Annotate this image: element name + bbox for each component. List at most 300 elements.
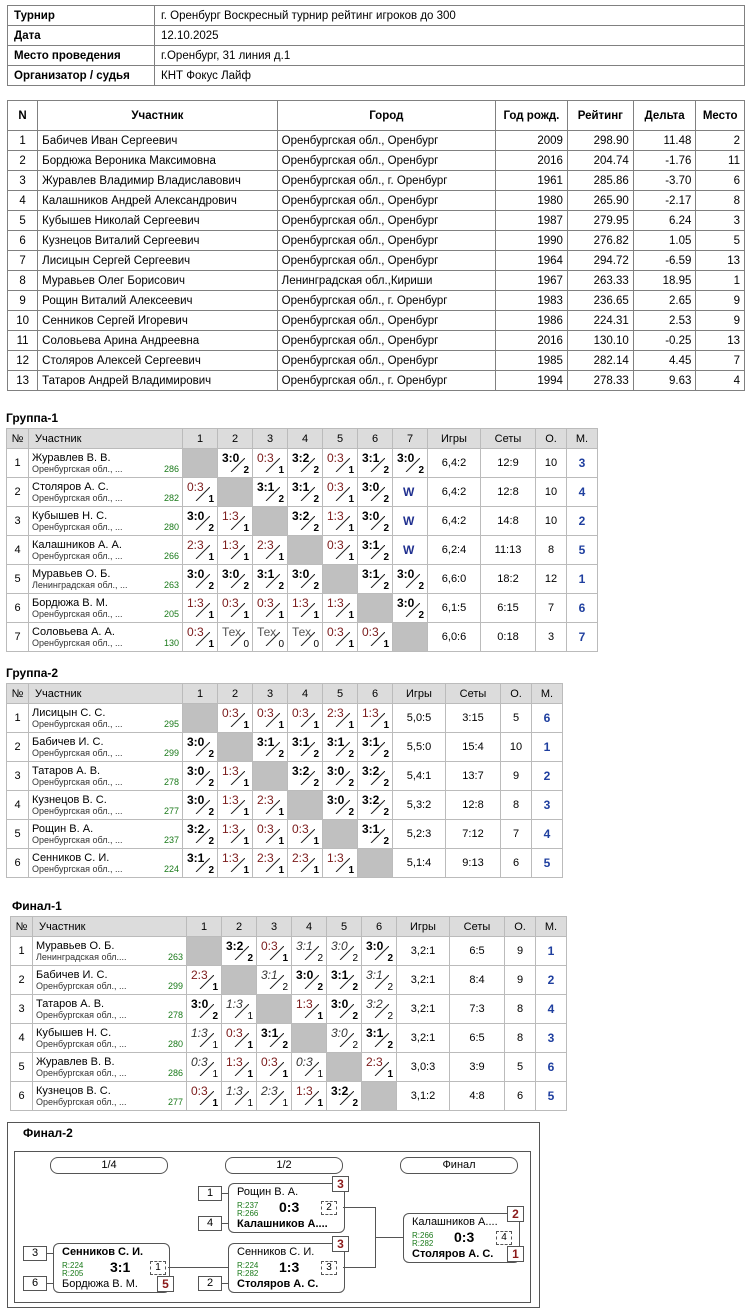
match-points: 2 bbox=[208, 749, 214, 760]
participant-name: Журавлев В. В. bbox=[32, 451, 111, 464]
final-place: 3 bbox=[696, 211, 745, 231]
match-result-cell[interactable] bbox=[288, 478, 323, 507]
match-result-cell[interactable] bbox=[327, 937, 362, 966]
group-place: 6 bbox=[532, 704, 563, 733]
match-result-cell[interactable] bbox=[362, 995, 397, 1024]
set-score: 3:0 bbox=[187, 764, 205, 778]
city-text: Ленинградская обл.... bbox=[36, 951, 127, 962]
participant-name: Журавлев Владимир Владиславович bbox=[38, 171, 278, 191]
participant-name: Рощин Виталий Алексеевич bbox=[38, 291, 278, 311]
match-result-cell[interactable] bbox=[393, 449, 428, 478]
match-qf[interactable] bbox=[53, 1243, 170, 1293]
match-result-cell[interactable] bbox=[257, 1082, 292, 1111]
group-title: Финал-1 bbox=[12, 899, 62, 913]
rating-delta: -0.25 bbox=[633, 331, 696, 351]
participant-name: Бабичев Иван Сергеевич bbox=[38, 131, 278, 151]
final-place: 5 bbox=[696, 231, 745, 251]
table-row bbox=[7, 820, 563, 849]
match-result-cell[interactable] bbox=[358, 704, 393, 733]
participant-name: Татаров А. В. bbox=[32, 764, 101, 777]
match-result-cell[interactable] bbox=[288, 449, 323, 478]
set-score: 3:0 bbox=[397, 567, 415, 581]
city-text: Оренбургская обл., ... bbox=[32, 776, 123, 787]
participant-city: Оренбургская обл., Оренбург bbox=[277, 131, 495, 151]
match-result-cell[interactable] bbox=[253, 849, 288, 878]
match-result-cell[interactable] bbox=[253, 594, 288, 623]
score bbox=[257, 1082, 291, 1110]
row-number: 10 bbox=[8, 311, 38, 331]
points-stat: 9 bbox=[501, 762, 532, 791]
set-score: 2:3 bbox=[191, 968, 208, 982]
sets-stat: 8:4 bbox=[450, 966, 505, 995]
match-result-cell[interactable] bbox=[222, 1024, 257, 1053]
row-number: 3 bbox=[7, 507, 29, 536]
match-result-cell[interactable] bbox=[327, 1082, 362, 1111]
set-score: 3:2 bbox=[331, 1084, 349, 1098]
participant-name: Бордюжа В. М. bbox=[32, 596, 108, 609]
match-result-cell[interactable] bbox=[323, 478, 358, 507]
match-result-cell[interactable] bbox=[292, 937, 327, 966]
participant-cell bbox=[33, 1082, 187, 1111]
set-score: 0:3 bbox=[292, 822, 309, 836]
match-result-cell[interactable] bbox=[253, 478, 288, 507]
score bbox=[358, 623, 392, 651]
info-label: Место проведения bbox=[8, 46, 155, 66]
rating: 294.72 bbox=[567, 251, 633, 271]
match-result-cell[interactable] bbox=[253, 733, 288, 762]
row-number: 4 bbox=[7, 791, 29, 820]
match-result-cell[interactable] bbox=[218, 507, 253, 536]
column-header: М. bbox=[567, 429, 598, 449]
points-stat: 8 bbox=[505, 995, 536, 1024]
participant-rating: 278 bbox=[167, 1009, 183, 1020]
match-result-cell[interactable] bbox=[288, 594, 323, 623]
match-result-cell[interactable] bbox=[323, 733, 358, 762]
self-cell bbox=[253, 762, 288, 791]
score bbox=[362, 937, 396, 965]
match-result-cell[interactable] bbox=[323, 536, 358, 565]
match-result-cell[interactable] bbox=[358, 623, 393, 652]
sets-stat: 14:8 bbox=[481, 507, 536, 536]
city-text: Оренбургская обл., ... bbox=[32, 863, 123, 874]
match-result-cell[interactable] bbox=[218, 565, 253, 594]
match-points: 1 bbox=[278, 610, 284, 621]
participant-city: Оренбургская обл., Оренбург bbox=[277, 351, 495, 371]
match-result-cell[interactable] bbox=[393, 478, 428, 507]
match-result-cell[interactable] bbox=[253, 623, 288, 652]
match-points: 1 bbox=[247, 1040, 253, 1051]
score bbox=[323, 849, 357, 877]
row-number: 1 bbox=[11, 937, 33, 966]
match-result-cell[interactable] bbox=[187, 1053, 222, 1082]
set-score: 0:3 bbox=[187, 480, 204, 494]
match-result-cell[interactable] bbox=[257, 966, 292, 995]
row-number: 2 bbox=[7, 478, 29, 507]
match-result-cell[interactable] bbox=[323, 849, 358, 878]
set-score: 3:1 bbox=[366, 1026, 384, 1040]
match-result-cell[interactable] bbox=[358, 507, 393, 536]
participant-cell bbox=[33, 995, 187, 1024]
column-header: 3 bbox=[253, 684, 288, 704]
participant-rating: 280 bbox=[167, 1038, 183, 1049]
match-result-cell[interactable] bbox=[218, 536, 253, 565]
score bbox=[288, 449, 322, 477]
match-points: 2 bbox=[383, 552, 389, 563]
score bbox=[323, 536, 357, 564]
set-score: 0:3 bbox=[257, 451, 274, 465]
score bbox=[253, 478, 287, 506]
match-result-cell[interactable] bbox=[358, 536, 393, 565]
participant-cell bbox=[29, 623, 183, 652]
match-result-cell[interactable] bbox=[183, 623, 218, 652]
rating-delta: -3.70 bbox=[633, 171, 696, 191]
match-points: 1 bbox=[348, 720, 354, 731]
match-result-cell[interactable] bbox=[183, 762, 218, 791]
set-score: 3:1 bbox=[292, 480, 310, 494]
games-stat: 3,2:1 bbox=[397, 1024, 450, 1053]
participant-name: Кузнецов В. С. bbox=[36, 1084, 111, 1097]
match-result-cell[interactable] bbox=[358, 733, 393, 762]
match-result-cell[interactable] bbox=[253, 820, 288, 849]
participant-city: Оренбургская обл., Оренбург bbox=[277, 151, 495, 171]
rating: 236.65 bbox=[567, 291, 633, 311]
match-result-cell[interactable] bbox=[183, 733, 218, 762]
match-result-cell[interactable] bbox=[358, 820, 393, 849]
match-result-cell[interactable] bbox=[358, 762, 393, 791]
match-points: 2 bbox=[313, 778, 319, 789]
final-place: 13 bbox=[696, 331, 745, 351]
match-points: 2 bbox=[208, 865, 214, 876]
match-result-cell[interactable] bbox=[218, 849, 253, 878]
match-result-cell[interactable] bbox=[222, 1053, 257, 1082]
match-result-cell[interactable] bbox=[253, 704, 288, 733]
sets-stat: 13:7 bbox=[446, 762, 501, 791]
match-result-cell[interactable] bbox=[288, 733, 323, 762]
match-result-cell[interactable] bbox=[323, 449, 358, 478]
participant-name: Бабичев И. С. bbox=[36, 968, 108, 981]
match-result-cell[interactable] bbox=[288, 623, 323, 652]
group-title: Группа-2 bbox=[6, 666, 59, 680]
set-score: 3:0 bbox=[327, 793, 345, 807]
match-result-cell[interactable] bbox=[323, 507, 358, 536]
participant-city bbox=[36, 981, 183, 992]
match-result-cell[interactable] bbox=[327, 1024, 362, 1053]
set-score: 0:3 bbox=[191, 1055, 208, 1069]
participant-city: Оренбургская обл., Оренбург bbox=[277, 191, 495, 211]
match-sf2[interactable] bbox=[228, 1243, 345, 1293]
match-result-cell[interactable] bbox=[257, 1053, 292, 1082]
set-score: 1:3 bbox=[296, 997, 313, 1011]
score bbox=[288, 820, 322, 848]
match-result-cell[interactable] bbox=[183, 594, 218, 623]
match-result-cell[interactable] bbox=[183, 849, 218, 878]
group-place: 7 bbox=[567, 623, 598, 652]
match-result-cell[interactable] bbox=[393, 507, 428, 536]
birth-year: 1980 bbox=[495, 191, 567, 211]
participant-cell bbox=[29, 565, 183, 594]
seed-number: 3 bbox=[23, 1246, 47, 1261]
match-result-cell[interactable] bbox=[253, 536, 288, 565]
match-result-cell[interactable] bbox=[362, 966, 397, 995]
column-header: 4 bbox=[292, 917, 327, 937]
match-result-cell[interactable] bbox=[288, 849, 323, 878]
score bbox=[257, 966, 291, 994]
score bbox=[358, 565, 392, 593]
final-2-title: Финал-2 bbox=[23, 1126, 73, 1140]
match-result-cell[interactable] bbox=[183, 478, 218, 507]
match-result-cell[interactable] bbox=[288, 565, 323, 594]
match-points: 2 bbox=[208, 523, 214, 534]
sets-stat: 3:15 bbox=[446, 704, 501, 733]
match-result-cell[interactable] bbox=[222, 995, 257, 1024]
match-result-cell[interactable] bbox=[393, 594, 428, 623]
match-result-cell[interactable] bbox=[218, 762, 253, 791]
match-result-cell[interactable] bbox=[362, 1053, 397, 1082]
match-result-cell[interactable] bbox=[183, 536, 218, 565]
sets-stat: 0:18 bbox=[481, 623, 536, 652]
match-result-cell[interactable] bbox=[362, 937, 397, 966]
participant-rating: 263 bbox=[167, 951, 183, 962]
match-result-cell[interactable] bbox=[183, 565, 218, 594]
self-cell bbox=[187, 937, 222, 966]
match-points: 1 bbox=[212, 1098, 218, 1109]
match-points: 2 bbox=[208, 778, 214, 789]
set-score: 3:0 bbox=[187, 793, 205, 807]
match-result-cell[interactable] bbox=[358, 565, 393, 594]
table-row bbox=[8, 271, 745, 291]
sets-stat: 11:13 bbox=[481, 536, 536, 565]
match-result-cell[interactable] bbox=[183, 507, 218, 536]
match-result-cell[interactable] bbox=[288, 507, 323, 536]
column-header: Рейтинг bbox=[567, 101, 633, 131]
sets-stat: 12:9 bbox=[481, 449, 536, 478]
set-score: 2:3 bbox=[261, 1084, 278, 1098]
match-result-cell[interactable] bbox=[253, 791, 288, 820]
set-score: 0:3 bbox=[226, 1026, 243, 1040]
match-result-cell[interactable] bbox=[257, 1024, 292, 1053]
participant-cell bbox=[29, 762, 183, 791]
participant-name: Бордюжа Вероника Максимовна bbox=[38, 151, 278, 171]
score bbox=[292, 995, 326, 1023]
tournament-info-table bbox=[7, 5, 745, 86]
set-score: 0:3 bbox=[257, 706, 274, 720]
group-1-table bbox=[6, 428, 598, 652]
match-result-cell[interactable] bbox=[257, 937, 292, 966]
match-points: 1 bbox=[278, 836, 284, 847]
participant-city: Оренбургская обл., г. Оренбург bbox=[277, 371, 495, 391]
score bbox=[323, 791, 357, 819]
column-header: 2 bbox=[218, 429, 253, 449]
score bbox=[187, 1053, 221, 1081]
score bbox=[323, 704, 357, 732]
score bbox=[358, 733, 392, 761]
column-header: 4 bbox=[288, 684, 323, 704]
match-points: 0 bbox=[278, 639, 284, 650]
match-result-cell[interactable] bbox=[327, 966, 362, 995]
match-result-cell[interactable] bbox=[187, 966, 222, 995]
participant-name: Рощин В. А. bbox=[32, 822, 94, 835]
place-box: 5 bbox=[157, 1276, 174, 1292]
score bbox=[362, 1053, 396, 1081]
row-number: 1 bbox=[8, 131, 38, 151]
match-result-cell[interactable] bbox=[292, 995, 327, 1024]
match-result-cell[interactable] bbox=[218, 820, 253, 849]
match-result-cell[interactable] bbox=[292, 1082, 327, 1111]
match-result-cell[interactable] bbox=[187, 1024, 222, 1053]
participant-city bbox=[32, 551, 179, 562]
birth-year: 1985 bbox=[495, 351, 567, 371]
score bbox=[218, 594, 252, 622]
score bbox=[218, 565, 252, 593]
rating: 204.74 bbox=[567, 151, 633, 171]
row-number: 9 bbox=[8, 291, 38, 311]
score bbox=[253, 594, 287, 622]
tournament-organizer: КНТ Фокус Лайф bbox=[155, 66, 745, 86]
participant-city bbox=[32, 638, 179, 649]
match-result-cell[interactable] bbox=[323, 704, 358, 733]
participant-rating: 266 bbox=[163, 550, 179, 561]
participant-rating: 282 bbox=[163, 492, 179, 503]
score bbox=[257, 1053, 291, 1081]
match-result-cell[interactable] bbox=[187, 1082, 222, 1111]
match-result-cell[interactable] bbox=[222, 1082, 257, 1111]
row-number: 7 bbox=[7, 623, 29, 652]
match-player: Сенников С. И. bbox=[62, 1246, 144, 1258]
participant-city: Оренбургская обл., г. Оренбург bbox=[277, 171, 495, 191]
participant-name: Муравьев О. Б. bbox=[32, 567, 111, 580]
self-cell bbox=[288, 536, 323, 565]
score bbox=[292, 1082, 326, 1110]
rating: 265.90 bbox=[567, 191, 633, 211]
table-row bbox=[8, 231, 745, 251]
rating: 224.31 bbox=[567, 311, 633, 331]
match-final[interactable] bbox=[403, 1213, 520, 1263]
match-result-cell[interactable] bbox=[253, 565, 288, 594]
match-result-cell[interactable] bbox=[362, 1024, 397, 1053]
match-sf1[interactable] bbox=[228, 1183, 345, 1233]
match-result-cell[interactable] bbox=[323, 594, 358, 623]
place-box: 1 bbox=[507, 1246, 524, 1262]
table-row bbox=[7, 623, 598, 652]
match-points: 1 bbox=[212, 982, 218, 993]
set-score: 0:3 bbox=[222, 706, 239, 720]
score bbox=[288, 565, 322, 593]
match-result-cell[interactable] bbox=[292, 966, 327, 995]
column-header: 3 bbox=[253, 429, 288, 449]
match-result-cell[interactable] bbox=[358, 449, 393, 478]
player-rating: R:224 bbox=[237, 1261, 259, 1270]
column-header: 6 bbox=[362, 917, 397, 937]
match-result-cell[interactable] bbox=[218, 704, 253, 733]
match-points: 2 bbox=[352, 1098, 358, 1109]
match-result-cell[interactable] bbox=[218, 623, 253, 652]
participant-city bbox=[32, 806, 179, 817]
match-result-cell[interactable] bbox=[323, 623, 358, 652]
birth-year: 1987 bbox=[495, 211, 567, 231]
sets-stat: 12:8 bbox=[446, 791, 501, 820]
set-score: 0:3 bbox=[257, 596, 274, 610]
score bbox=[362, 995, 396, 1023]
match-result-cell[interactable] bbox=[327, 995, 362, 1024]
match-points: 1 bbox=[243, 552, 249, 563]
match-result-cell[interactable] bbox=[288, 704, 323, 733]
match-result-cell[interactable] bbox=[292, 1053, 327, 1082]
participant-name: Бабичев И. С. bbox=[32, 735, 104, 748]
participant-name: Столяров Алексей Сергеевич bbox=[38, 351, 278, 371]
match-points: 1 bbox=[313, 865, 319, 876]
info-label: Дата bbox=[8, 26, 155, 46]
round-header: 1/4 bbox=[50, 1157, 168, 1174]
match-points: 1 bbox=[247, 1098, 253, 1109]
match-points: 1 bbox=[243, 836, 249, 847]
match-result-cell[interactable] bbox=[183, 820, 218, 849]
set-score: 3:0 bbox=[331, 1026, 348, 1040]
tournament-date: 12.10.2025 bbox=[155, 26, 745, 46]
table-row bbox=[11, 1024, 567, 1053]
self-cell bbox=[362, 1082, 397, 1111]
set-score: Тех bbox=[257, 625, 277, 639]
sets-stat: 15:4 bbox=[446, 733, 501, 762]
score bbox=[323, 623, 357, 651]
player-rating: R:266 bbox=[237, 1209, 259, 1218]
match-score: 3:1 bbox=[110, 1259, 131, 1275]
row-number: 11 bbox=[8, 331, 38, 351]
set-score: 3:1 bbox=[362, 538, 380, 552]
match-result-cell[interactable] bbox=[393, 565, 428, 594]
match-points: 2 bbox=[247, 953, 253, 964]
set-score: 1:3 bbox=[222, 793, 239, 807]
match-result-cell[interactable] bbox=[288, 820, 323, 849]
column-header: Игры bbox=[397, 917, 450, 937]
participant-city: Оренбургская обл., Оренбург bbox=[277, 331, 495, 351]
match-result-cell[interactable] bbox=[393, 536, 428, 565]
set-score: 0:3 bbox=[327, 451, 344, 465]
match-result-cell[interactable] bbox=[253, 449, 288, 478]
match-points: 2 bbox=[383, 465, 389, 476]
match-result-cell[interactable] bbox=[222, 937, 257, 966]
participant-city bbox=[36, 1068, 183, 1079]
set-score: 0:3 bbox=[261, 1055, 278, 1069]
games-stat: 6,4:2 bbox=[428, 449, 481, 478]
seed-number: 2 bbox=[198, 1276, 222, 1291]
match-result-cell[interactable] bbox=[288, 762, 323, 791]
match-result-cell[interactable] bbox=[183, 791, 218, 820]
match-result-cell[interactable] bbox=[218, 449, 253, 478]
games-stat: 5,1:4 bbox=[393, 849, 446, 878]
table-row bbox=[7, 762, 563, 791]
match-result-cell[interactable] bbox=[323, 791, 358, 820]
match-result-cell[interactable] bbox=[358, 478, 393, 507]
score bbox=[358, 478, 392, 506]
group-2-table bbox=[6, 683, 563, 878]
match-result-cell[interactable] bbox=[323, 762, 358, 791]
column-header: 1 bbox=[183, 429, 218, 449]
set-score: 3:1 bbox=[187, 851, 205, 865]
participant-name: Сенников Сергей Игоревич bbox=[38, 311, 278, 331]
self-cell bbox=[358, 594, 393, 623]
set-score: 3:0 bbox=[296, 968, 314, 982]
match-result-cell[interactable] bbox=[187, 995, 222, 1024]
points-stat: 10 bbox=[501, 733, 532, 762]
match-result-cell[interactable] bbox=[218, 791, 253, 820]
match-result-cell[interactable] bbox=[218, 594, 253, 623]
score bbox=[323, 594, 357, 622]
match-result-cell[interactable] bbox=[358, 791, 393, 820]
score bbox=[362, 966, 396, 994]
birth-year: 1986 bbox=[495, 311, 567, 331]
games-stat: 5,0:5 bbox=[393, 704, 446, 733]
participant-rating: 286 bbox=[163, 463, 179, 474]
